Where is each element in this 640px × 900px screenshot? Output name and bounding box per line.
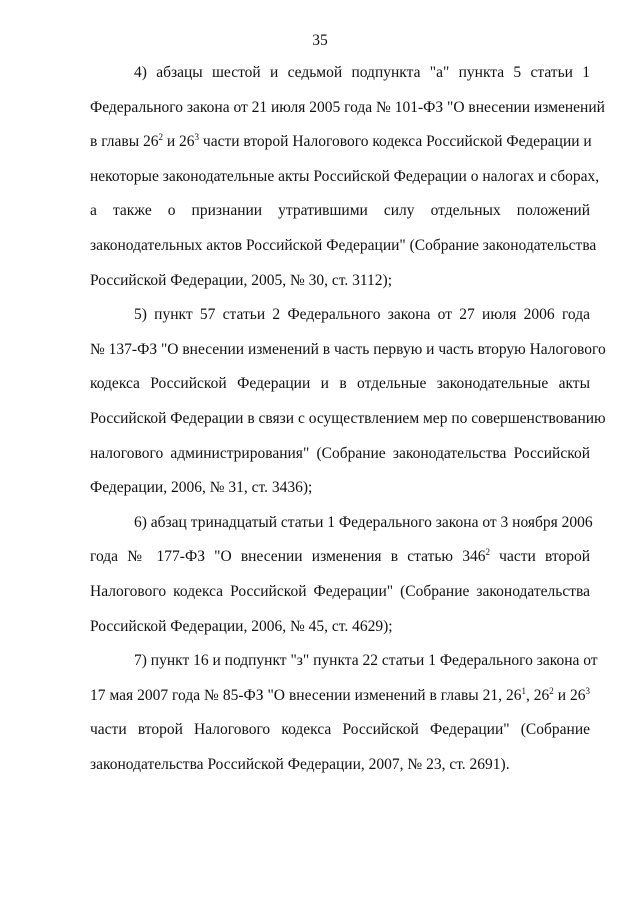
text-line bbox=[90, 333, 606, 368]
text-line bbox=[90, 91, 605, 126]
superscript: 3 bbox=[194, 132, 200, 143]
superscript: 2 bbox=[158, 132, 163, 143]
text-segment: 5) пункт 57 статьи 2 Федерального закона от 27 июля 2006 года bbox=[134, 306, 590, 324]
text-segment: и 26 bbox=[553, 686, 586, 704]
text-line bbox=[90, 679, 590, 714]
text-segment: в главы 26 bbox=[90, 133, 159, 151]
text-segment: налогового администрирования" (Собрание законодательства Российской bbox=[90, 444, 590, 462]
text-line bbox=[90, 506, 593, 541]
text-segment: 4) абзацы шестой и седьмой подпункта "а" пункта 5 статьи 1 bbox=[134, 64, 590, 81]
superscript: 2 bbox=[485, 547, 490, 558]
text-segment: некоторые законодательные акты Российской Федерации о налогах и сборах, bbox=[90, 167, 600, 185]
text-segment: 17 мая 2007 года № 85-ФЗ "О внесении изменений в главы 21, 26 bbox=[90, 686, 522, 704]
text-line bbox=[90, 575, 590, 610]
text-line bbox=[90, 713, 590, 748]
text-segment: части второй Налогового кодекса Российской Федерации" (Собрание bbox=[90, 721, 590, 739]
paragraph-item-7 bbox=[90, 644, 598, 782]
text-line bbox=[90, 229, 597, 264]
text-line bbox=[90, 56, 590, 91]
text-segment: законодательства Российской Федерации, 2007, № 23, ст. 2691). bbox=[90, 755, 510, 773]
text-segment: части второй bbox=[489, 548, 591, 566]
text-segment: , 26 bbox=[525, 686, 550, 704]
text-line bbox=[90, 437, 590, 472]
text-segment: 7) пункт 16 и подпункт "з" пункта 22 статьи 1 Федерального закона от bbox=[134, 652, 598, 670]
superscript: 2 bbox=[549, 685, 554, 696]
text-segment: части второй Налогового кодекса Российской Федерации и bbox=[199, 133, 592, 151]
text-line bbox=[90, 125, 590, 160]
document-body bbox=[90, 56, 606, 782]
paragraph-item-5 bbox=[90, 298, 606, 506]
text-segment: Российской Федерации, 2005, № 30, ст. 3112); bbox=[90, 271, 393, 289]
paragraph-item-4 bbox=[90, 56, 605, 298]
text-line bbox=[90, 644, 598, 679]
text-segment: а также о признании утратившими силу отдельных положений bbox=[90, 202, 590, 220]
text-segment: законодательных актов Российской Федерации" (Собрание законодательства bbox=[90, 236, 597, 254]
text-segment: кодекса Российской Федерации и в отдельные законодательные акты bbox=[90, 375, 590, 393]
text-line bbox=[90, 471, 590, 506]
text-segment: года № 177-ФЗ "О внесении изменения в статью 346 bbox=[90, 548, 486, 566]
text-segment: 6) абзац тринадцатый статьи 1 Федерального закона от 3 ноября 2006 bbox=[134, 513, 593, 531]
text-segment: № 137-ФЗ "О внесении изменений в часть первую и часть вторую Налогового bbox=[90, 340, 606, 358]
text-line bbox=[90, 540, 590, 575]
text-line bbox=[90, 160, 600, 195]
text-line bbox=[90, 264, 590, 299]
text-segment: Российской Федерации, 2006, № 45, ст. 4629); bbox=[90, 617, 393, 635]
text-segment: Федерального закона от 21 июля 2005 года № 101-ФЗ "О внесении изменений bbox=[90, 98, 605, 116]
superscript: 1 bbox=[521, 685, 526, 696]
text-segment: Федерации, 2006, № 31, ст. 3436); bbox=[90, 479, 313, 497]
text-segment: Налогового кодекса Российской Федерации" (Собрание законодательства bbox=[90, 582, 590, 600]
paragraph-item-6 bbox=[90, 506, 593, 644]
text-line bbox=[90, 748, 590, 783]
text-line bbox=[90, 610, 590, 645]
text-line bbox=[90, 367, 590, 402]
superscript: 3 bbox=[585, 685, 590, 696]
text-segment: Российской Федерации в связи с осуществлением мер по совершенствованию bbox=[90, 409, 606, 427]
text-line bbox=[90, 402, 606, 437]
page-number: 35 bbox=[312, 32, 328, 49]
text-line bbox=[90, 298, 590, 333]
text-segment: и 26 bbox=[163, 133, 195, 151]
text-line bbox=[90, 194, 590, 229]
